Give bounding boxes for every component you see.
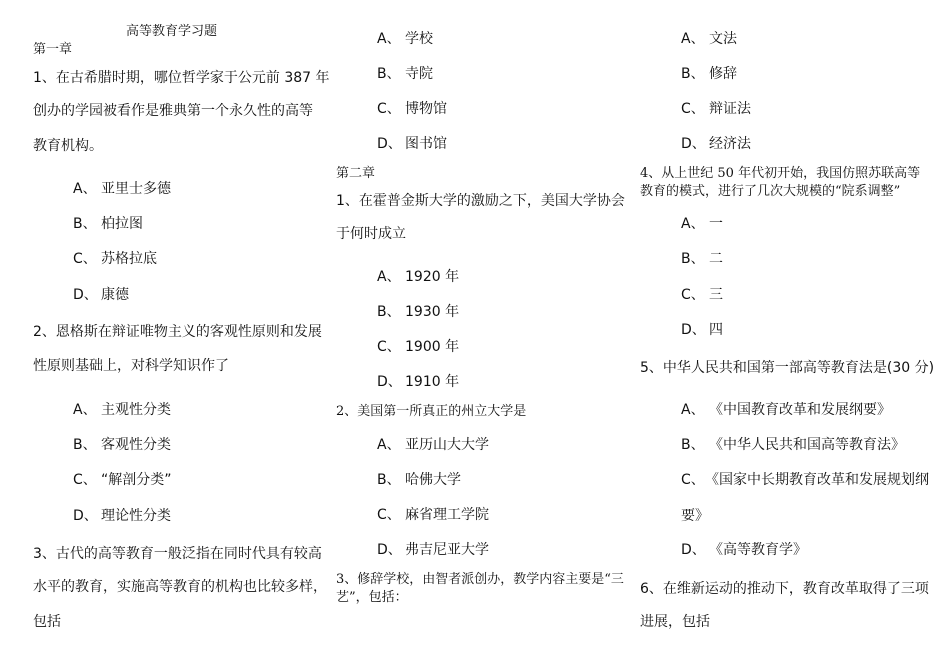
answer-option <box>681 135 751 153</box>
column-2 <box>320 0 632 672</box>
question-text-line: 性原则基础上，对科学知识作了 <box>33 358 229 374</box>
option-letter: C、 <box>73 472 97 488</box>
option-letter: C、 <box>377 101 401 117</box>
answer-option <box>73 215 143 233</box>
option-letter: B、 <box>377 472 401 488</box>
option-text: 二 <box>709 251 723 267</box>
chapter-1-heading: 第一章 <box>33 42 73 57</box>
answer-option <box>681 541 807 559</box>
option-letter: A、 <box>681 31 705 47</box>
answer-option <box>681 250 723 268</box>
answer-option <box>377 373 459 391</box>
answer-option <box>681 30 737 48</box>
question-text-line: 创办的学园被看作是雅典第一个永久性的高等 <box>33 103 313 119</box>
option-letter: D、 <box>73 287 98 303</box>
option-text: 《中国教育改革和发展纲要》 <box>709 402 891 418</box>
chapter-2-heading: 第二章 <box>336 166 376 181</box>
option-text: 修辞 <box>709 66 737 82</box>
option-text: 经济法 <box>709 136 751 152</box>
option-text: 1920 年 <box>405 269 460 285</box>
question-text-line: 包括 <box>33 614 61 630</box>
option-text: 学校 <box>405 31 433 47</box>
answer-option <box>73 471 172 489</box>
option-letter: D、 <box>377 136 402 152</box>
option-letter: D、 <box>377 542 402 558</box>
option-text: 辩证法 <box>709 101 751 117</box>
option-text: 哈佛大学 <box>405 472 461 488</box>
option-text: 《中华人民共和国高等教育法》 <box>709 437 905 453</box>
option-text: 弗吉尼亚大学 <box>405 542 489 558</box>
option-text: 主观性分类 <box>101 402 171 418</box>
option-letter: A、 <box>377 31 401 47</box>
option-letter: C、 <box>377 507 401 523</box>
question-text-line: 水平的教育，实施高等教育的机构也比较多样， <box>33 579 327 595</box>
column-1 <box>0 0 330 672</box>
answer-option <box>73 250 157 268</box>
answer-option <box>681 65 737 83</box>
option-letter: B、 <box>73 216 97 232</box>
question-text-line: 1、在古希腊时期，哪位哲学家于公元前 387 年 <box>33 70 330 86</box>
answer-option <box>377 65 433 83</box>
option-text: 一 <box>709 216 723 232</box>
option-letter: D、 <box>681 322 706 338</box>
answer-option <box>377 303 459 321</box>
question-text-line: 于何时成立 <box>336 226 406 242</box>
option-text: 客观性分类 <box>101 437 171 453</box>
option-text: 麻省理工学院 <box>405 507 489 523</box>
answer-option <box>681 286 723 304</box>
question-text-line: 教育机构。 <box>33 138 103 154</box>
answer-option <box>681 401 891 419</box>
option-text: 博物馆 <box>405 101 447 117</box>
option-letter: B、 <box>377 304 401 320</box>
answer-option <box>377 541 489 559</box>
option-text: 《高等教育学》 <box>709 542 807 558</box>
option-letter: B、 <box>73 437 97 453</box>
column-3 <box>632 0 950 672</box>
answer-option <box>681 100 751 118</box>
option-text: 1900 年 <box>405 339 460 355</box>
question-text-line: 2、美国第一所真正的州立大学是 <box>336 404 527 419</box>
option-text: 理论性分类 <box>101 508 171 524</box>
option-letter: D、 <box>73 508 98 524</box>
option-text: 图书馆 <box>405 136 447 152</box>
option-letter: D、 <box>681 542 706 558</box>
answer-option <box>73 436 171 454</box>
option-letter: A、 <box>377 269 401 285</box>
option-text: 三 <box>709 287 723 303</box>
option-text: 四 <box>709 322 723 338</box>
answer-option <box>73 286 129 304</box>
question-text-line: 4、从上世纪 50 年代初开始，我国仿照苏联高等 <box>640 166 921 181</box>
answer-option <box>73 180 171 198</box>
question-text-line: 5、中华人民共和国第一部高等教育法是(30 分) <box>640 360 935 376</box>
option-letter: C、 <box>681 472 705 488</box>
answer-option <box>377 268 459 286</box>
answer-option <box>377 338 459 356</box>
option-letter: B、 <box>681 251 705 267</box>
answer-option <box>681 471 929 489</box>
question-text-line: 6、在维新运动的推动下，教育改革取得了三项 <box>640 581 929 597</box>
option-letter: A、 <box>73 402 97 418</box>
option-text: 柏拉图 <box>101 216 143 232</box>
question-text-line: 2、恩格斯在辩证唯物主义的客观性原则和发展 <box>33 324 322 340</box>
answer-option <box>377 135 447 153</box>
option-text: 苏格拉底 <box>101 251 157 267</box>
option-letter: D、 <box>377 374 402 390</box>
answer-option <box>377 100 447 118</box>
question-text-line: 进展，包括 <box>640 614 710 630</box>
option-letter: A、 <box>73 181 97 197</box>
answer-option <box>377 506 489 524</box>
option-text-continuation: 要》 <box>681 508 709 524</box>
option-text: 康德 <box>101 287 129 303</box>
option-text: 寺院 <box>405 66 433 82</box>
answer-option <box>73 401 171 419</box>
option-text: 亚历山大大学 <box>405 437 489 453</box>
option-letter: C、 <box>73 251 97 267</box>
option-letter: B、 <box>681 437 705 453</box>
question-text-line: 3、古代的高等教育一般泛指在同时代具有较高 <box>33 546 322 562</box>
answer-option <box>681 215 723 233</box>
answer-option <box>73 507 171 525</box>
option-letter: C、 <box>377 339 401 355</box>
option-letter: B、 <box>377 66 401 82</box>
option-text: 亚里士多德 <box>101 181 171 197</box>
option-letter: A、 <box>377 437 401 453</box>
option-text: 1930 年 <box>405 304 460 320</box>
question-text-line: 3、修辞学校，由智者派创办，教学内容主要是“三 <box>336 572 624 587</box>
option-text: 文法 <box>709 31 737 47</box>
question-text-line: 教育的模式，进行了几次大规模的“院系调整” <box>640 184 901 199</box>
answer-option <box>681 321 723 339</box>
document-title: 高等教育学习题 <box>126 24 218 39</box>
answer-option <box>377 30 433 48</box>
option-text: “解剖分类” <box>101 472 172 488</box>
answer-option <box>681 436 905 454</box>
option-text: 《国家中长期教育改革和发展规划纲 <box>705 472 929 488</box>
option-letter: D、 <box>681 136 706 152</box>
question-text-line: 艺”，包括： <box>336 590 408 605</box>
option-text: 1910 年 <box>405 374 460 390</box>
option-letter: C、 <box>681 101 705 117</box>
answer-option <box>377 436 489 454</box>
option-letter: C、 <box>681 287 705 303</box>
answer-option <box>377 471 461 489</box>
option-letter: A、 <box>681 402 705 418</box>
option-letter: A、 <box>681 216 705 232</box>
option-letter: B、 <box>681 66 705 82</box>
question-text-line: 1、在霍普金斯大学的激励之下，美国大学协会 <box>336 193 625 209</box>
